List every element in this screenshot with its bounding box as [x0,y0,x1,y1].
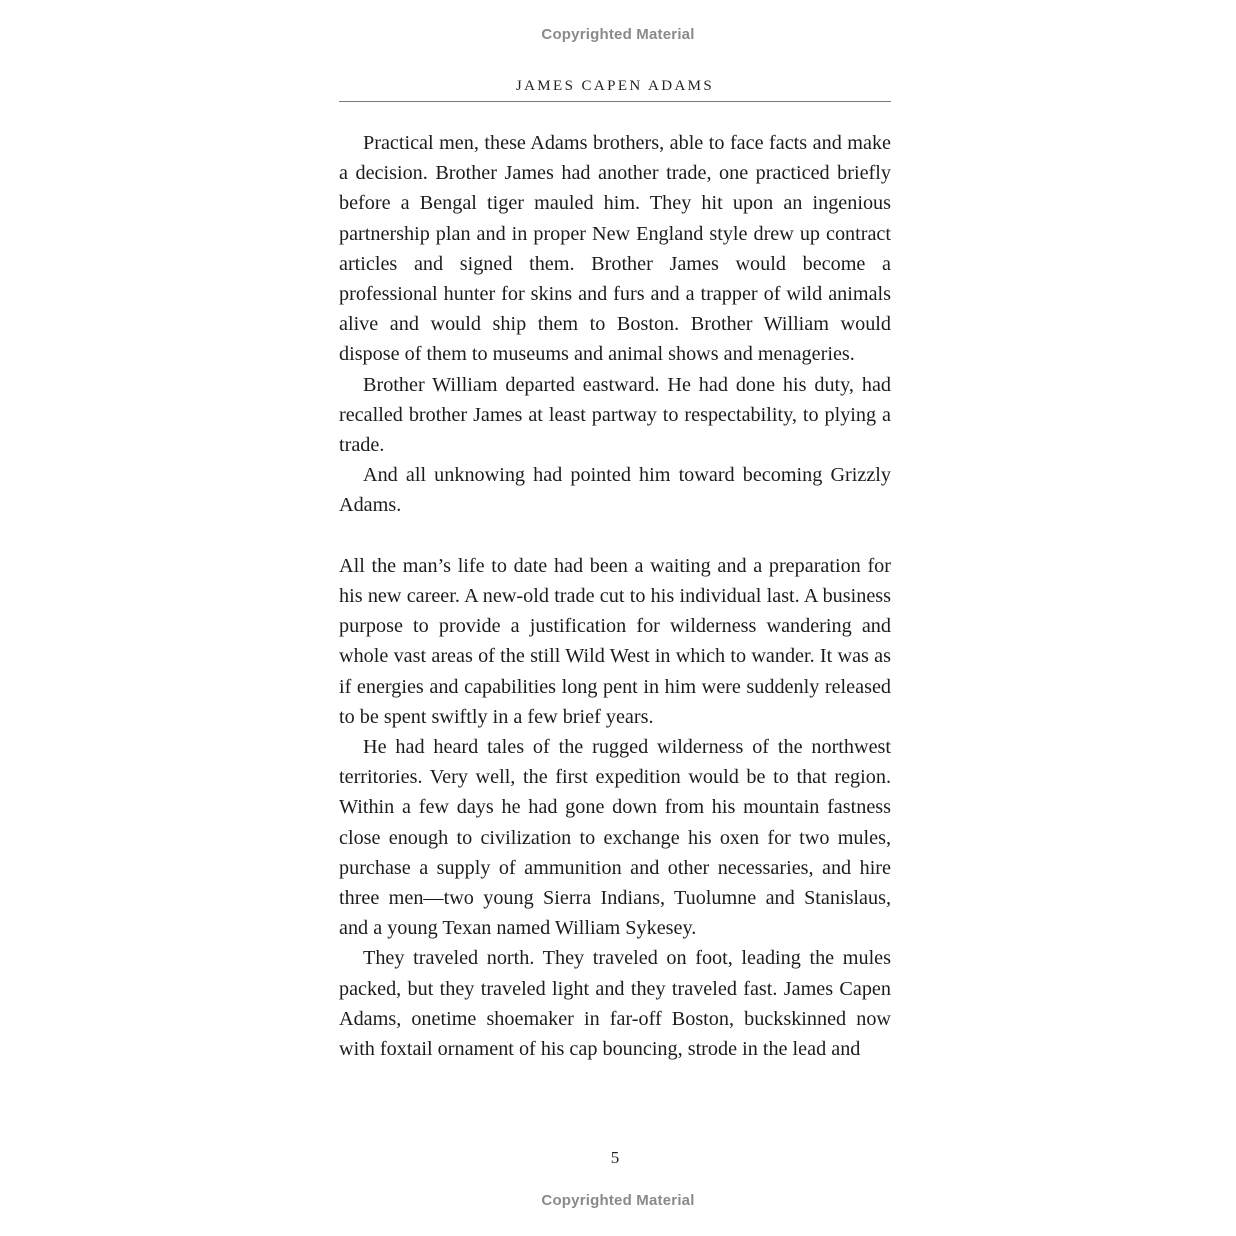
paragraph-3: And all unknowing had pointed him toward becoming Grizzly Adams. [339,464,891,517]
paragraph-6: They traveled north. They traveled on foot, leading the mules packed, but they traveled light and they traveled fast. James Capen Adams, onetime shoemaker in far-off Boston, buckskinned now with foxtail ornament of his cap bouncing, strode in the lead and [339,947,891,1061]
copyright-watermark-top: Copyrighted Material [541,26,695,43]
paragraph-2: Brother William departed eastward. He had done his duty, had recalled brother James at least partway to respectability, to plying a trade. [339,373,891,457]
paragraph-5: He had heard tales of the rugged wilderness of the northwest territories. Very well, the first expedition would be to that region. Within a few days he had gone down from his mountain fastness close enough to civilization to exchange his oxen for two mules, purchase a supply of ammunition and other necessaries, and hire three men—two young Sierra Indians, Tuolumne and Stanislaus, and a young Texan named William Sykesey. [339,736,891,940]
body-text [339,128,891,1064]
running-head: JAMES CAPEN ADAMS [515,78,715,94]
header-rule [339,101,891,102]
page-number: 5 [610,1148,620,1167]
paragraph-1: Practical men, these Adams brothers, able to face facts and make a decision. Brother James had another trade, one practiced briefly before a Bengal tiger mauled him. They hit upon an ingenious partnership plan and in proper New England style drew up contract articles and signed them. Brother James would become a professional hunter for skins and furs and a trapper of wild animals alive and would ship them to Boston. Brother William would dispose of them to museums and animal shows and menageries. [339,132,891,366]
paragraph-4: All the man’s life to date had been a waiting and a preparation for his new career. A new-old trade cut to his individual last. A business purpose to provide a justification for wilderness wandering and whole vast areas of the still Wild West in which to wander. It was as if energies and capabilities long pent in him were suddenly released to be spent swiftly in a few brief years. [339,554,891,728]
copyright-watermark-bottom: Copyrighted Material [541,1192,695,1209]
section-break [339,521,891,551]
